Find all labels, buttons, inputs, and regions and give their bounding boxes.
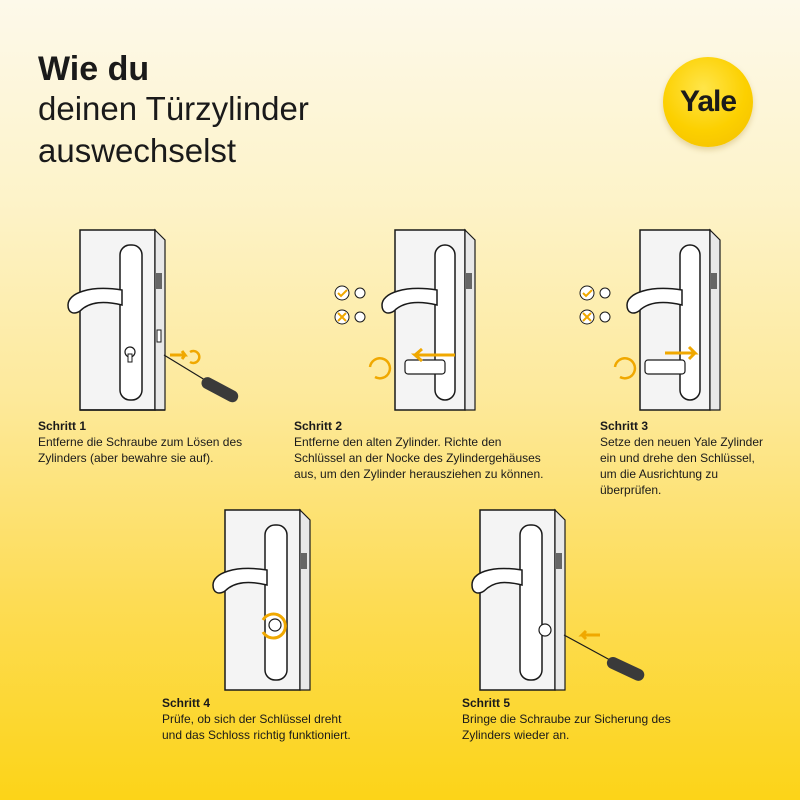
step-1-title: Schritt 1 xyxy=(38,419,87,433)
step-2-illustration xyxy=(330,225,490,415)
step-5 xyxy=(462,695,671,743)
title-line-3: auswechselst xyxy=(38,132,237,169)
step-2-title: Schritt 2 xyxy=(294,419,343,433)
step-4-title: Schritt 4 xyxy=(162,696,211,710)
step-2-line-1: Entferne den alten Zylinder. Richte den xyxy=(294,435,502,449)
step-5-illustration xyxy=(470,505,670,695)
step-2 xyxy=(294,418,544,482)
step-3 xyxy=(600,418,763,498)
step-1-illustration xyxy=(60,225,260,415)
step-5-title: Schritt 5 xyxy=(462,696,511,710)
step-2-line-3: aus, um den Zylinder herausziehen zu können. xyxy=(294,467,544,481)
step-1-line-1: Entferne die Schraube zum Lösen des xyxy=(38,435,243,449)
step-3-line-3: um die Ausrichtung zu xyxy=(600,467,719,481)
step-1-line-2: Zylinders (aber bewahre sie auf). xyxy=(38,451,214,465)
step-4-line-2: und das Schloss richtig funktioniert. xyxy=(162,728,351,742)
step-4 xyxy=(162,695,351,743)
yale-logo xyxy=(663,57,753,147)
step-4-illustration xyxy=(205,505,325,695)
step-3-line-1: Setze den neuen Yale Zylinder xyxy=(600,435,764,449)
step-3-title: Schritt 3 xyxy=(600,419,649,433)
step-1 xyxy=(38,418,242,466)
step-3-illustration xyxy=(575,225,735,415)
title-line-2: deinen Türzylinder xyxy=(38,90,309,127)
step-4-line-1: Prüfe, ob sich der Schlüssel dreht xyxy=(162,712,342,726)
step-3-line-2: ein und drehe den Schlüssel, xyxy=(600,451,755,465)
step-5-line-2: Zylinders wieder an. xyxy=(462,728,570,742)
title-bold: Wie du xyxy=(38,50,150,88)
logo-text: Yale xyxy=(679,85,737,118)
step-2-line-2: Schlüssel an der Nocke des Zylindergehäuses xyxy=(294,451,541,465)
step-3-line-4: überprüfen. xyxy=(600,483,662,497)
page-title xyxy=(38,50,309,172)
step-5-line-1: Bringe die Schraube zur Sicherung des xyxy=(462,712,671,726)
